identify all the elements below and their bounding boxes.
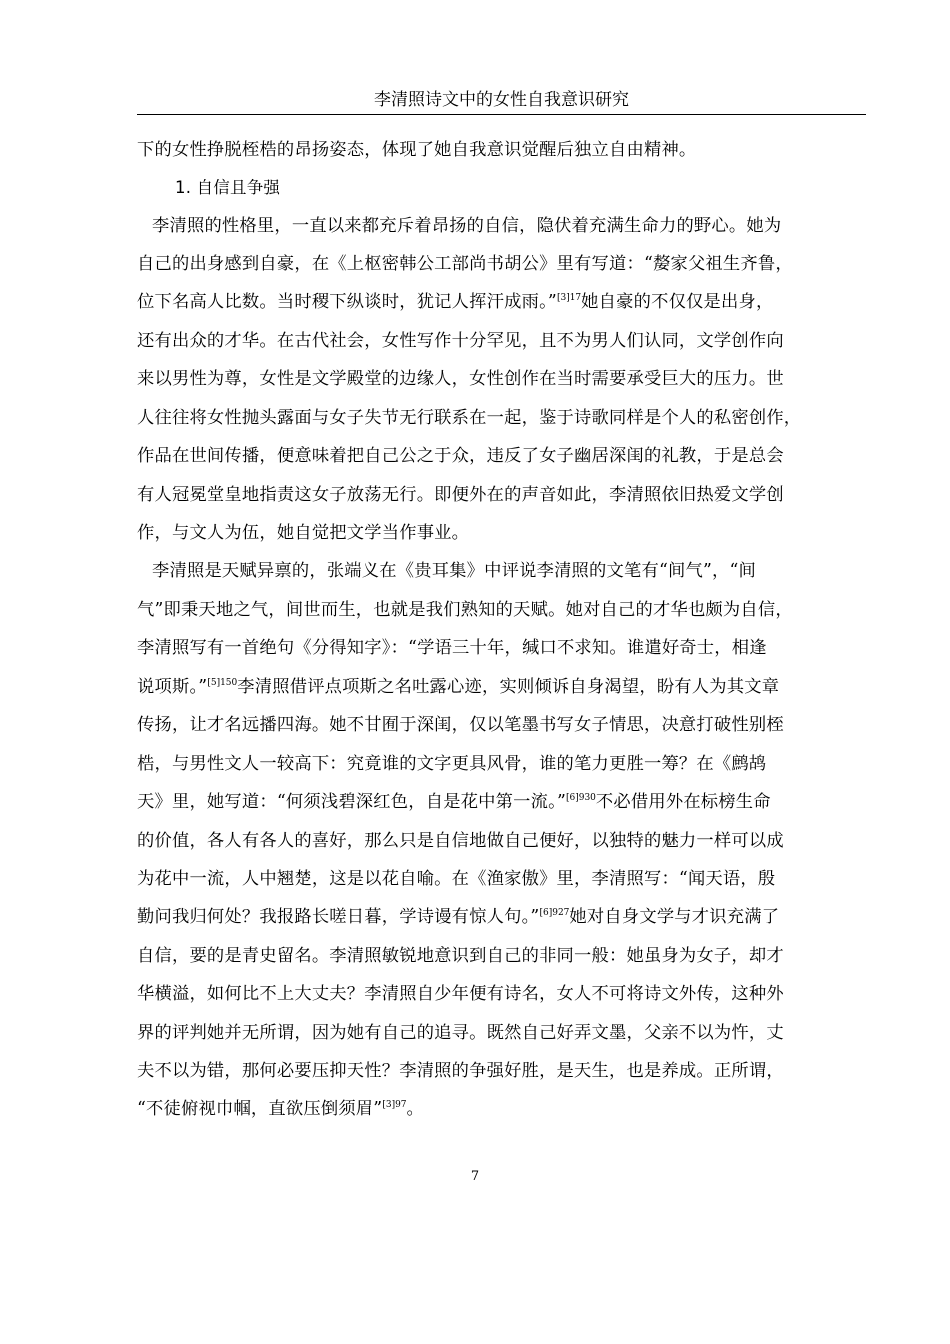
paragraph-start: 李清照是天赋异禀的，张端义在《贵耳集》中评说李清照的文笔有“间气”，“间 bbox=[152, 561, 756, 581]
paragraph-start: 李清照的性格里，一直以来都充斥着昂扬的自信，隐伏着充满生命力的野心。她为 bbox=[152, 216, 782, 236]
page-number: 7 bbox=[470, 1169, 480, 1184]
citation: [6]927 bbox=[539, 908, 570, 918]
text-line: 为花中一流，人中翘楚，这是以花自喻。在《渔家傲》里，李清照写：“闻天语，殷 bbox=[137, 869, 776, 889]
text-line: 界的评判她并无所谓，因为她有自己的追寻。既然自己好弄文墨，父亲不以为忤，丈 bbox=[137, 1023, 784, 1043]
header-title: 李清照诗文中的女性自我意识研究 bbox=[374, 90, 629, 110]
text-line: 自信，要的是青史留名。李清照敏锐地意识到自己的非同一般：她虽身为女子，却才 bbox=[137, 946, 784, 966]
text-line: 传扬，让才名远播四海。她不甘囿于深闺，仅以笔墨书写女子情思，决意打破性别桎 bbox=[137, 715, 784, 735]
text-line: 人往往将女性抛头露面与女子失节无行联系在一起，鉴于诗歌同样是个人的私密创作， bbox=[137, 408, 802, 428]
text-line: 夫不以为错，那何必要压抑天性？李清照的争强好胜，是天生，也是养成。正所谓， bbox=[137, 1061, 784, 1081]
citation: [5]150 bbox=[207, 678, 238, 688]
text-line: 华横溢，如何比不上大丈夫？李清照自少年便有诗名，女人不可将诗文外传，这种外 bbox=[137, 984, 784, 1004]
text-line: 气”即秉天地之气，间世而生，也就是我们熟知的天赋。她对自己的才华也颇为自信， bbox=[137, 600, 793, 620]
citation: [6]930 bbox=[565, 793, 596, 803]
text-line: 下的女性挣脱桎梏的昂扬姿态，体现了她自我意识觉醒后独立自由精神。 bbox=[137, 140, 697, 160]
text-line: 自己的出身感到自豪，在《上枢密韩公工部尚书胡公》里有写道：“嫠家父祖生齐鲁， bbox=[137, 254, 793, 274]
citation: [3]17 bbox=[556, 293, 582, 303]
text-line: 说项斯。”$^{[5]150}$李清照借评点项斯之名吐露心迹，实则倾诉自身渴望，盼有人为其文章 bbox=[137, 677, 780, 697]
section-heading: 1. 自信且争强 bbox=[175, 178, 281, 197]
text-line: 位下名高人比数。当时稷下纵谈时，犹记人挥汗成雨。”$^{[3]17}$她自豪的不仅仅是出身， bbox=[137, 292, 774, 312]
citation: [3]97 bbox=[382, 1100, 407, 1110]
text-line: 李清照写有一首绝句《分得知字》：“学语三十年，缄口不求知。谁遣好奇士，相逢 bbox=[137, 638, 767, 658]
text-line: 勤问我归何处？我报路长嗟日暮，学诗谩有惊人句。”$^{[6]927}$她对自身文学与才识充满了 bbox=[137, 907, 780, 927]
text-line: “不徒俯视巾帼，直欲压倒须眉”$^{[3]97}$。 bbox=[137, 1099, 425, 1119]
text-line: 的价值，各人有各人的喜好，那么只是自信地做自己便好，以独特的魅力一样可以成 bbox=[137, 831, 784, 851]
text-line: 梏，与男性文人一较高下：究竟谁的文字更具风骨，谁的笔力更胜一筹？在《鹧鸪 bbox=[137, 754, 767, 774]
text-line: 还有出众的才华。在古代社会，女性写作十分罕见，且不为男人们认同，文学创作向 bbox=[137, 331, 784, 351]
running-header bbox=[137, 88, 866, 115]
text-line: 作，与文人为伍，她自觉把文学当作事业。 bbox=[137, 523, 470, 543]
text-line: 有人冠冕堂皇地指责这女子放荡无行。即便外在的声音如此，李清照依旧热爱文学创 bbox=[137, 485, 784, 505]
text-line: 天》里，她写道：“何须浅碧深红色，自是花中第一流。”$^{[6]930}$不必借用外在标榜生命 bbox=[137, 792, 771, 812]
text-line: 来以男性为尊，女性是文学殿堂的边缘人，女性创作在当时需要承受巨大的压力。世 bbox=[137, 369, 784, 389]
text-line: 作品在世间传播，便意味着把自己公之于众，违反了女子幽居深闺的礼教，于是总会 bbox=[137, 446, 784, 466]
